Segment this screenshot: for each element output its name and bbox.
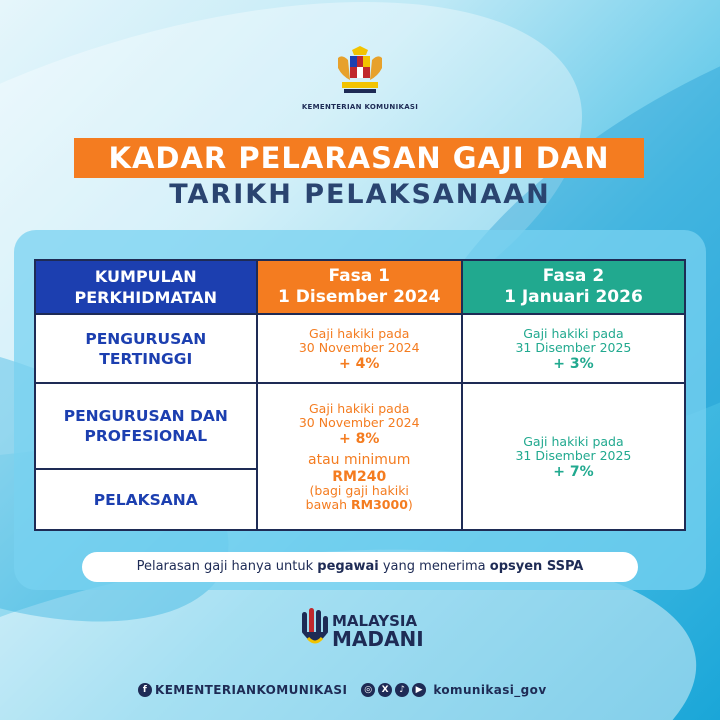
group-line: PELAKSANA [93, 490, 198, 509]
madani-hand-icon [300, 606, 330, 652]
group-line: PROFESIONAL [84, 427, 208, 445]
header-group-line: PERKHIDMATAN [74, 288, 218, 307]
table-row [35, 314, 685, 383]
minimum-amount: RM240 [332, 468, 387, 485]
table-row [35, 383, 685, 469]
note-text: Pelarasan gaji hanya untuk [136, 559, 318, 574]
note-text: yang menerima [378, 559, 490, 574]
group-line: TERTINGGI [99, 349, 193, 368]
social-footer [138, 680, 547, 700]
cell-text: ) [407, 496, 413, 512]
coat-of-arms-icon [330, 46, 390, 96]
ministry-name: KEMENTERIAN KOMUNIKASI [301, 103, 419, 111]
table-header-row [35, 260, 685, 314]
group-pelaksana [35, 469, 257, 530]
header-group [35, 260, 257, 314]
percent-value: + 8% [339, 430, 380, 447]
percent-value: + 7% [553, 463, 594, 480]
cell-line: Gaji hakiki pada [309, 325, 410, 341]
cell-line: Gaji hakiki pada [523, 433, 624, 449]
fasa-1-cell [257, 314, 462, 383]
cell-line: 31 Disember 2025 [515, 447, 632, 463]
title-line-1: KADAR PELARASAN GAJI DAN [74, 138, 644, 178]
cell-text: bawah [305, 496, 348, 512]
title-line-2: TARIKH PELAKSANAAN [169, 179, 551, 210]
percent-value: + 3% [553, 355, 594, 372]
header-fasa-2-line: Fasa 2 [542, 266, 605, 286]
tiktok-icon[interactable]: ♪ [395, 683, 409, 697]
header-fasa-1-line: Fasa 1 [328, 266, 390, 286]
cell-line: (bagi gaji hakiki [309, 482, 409, 498]
social-handle[interactable]: komunikasi_gov [433, 683, 547, 697]
note-bold: pegawai [317, 559, 379, 574]
header-fasa-1-line: 1 Disember 2024 [278, 287, 441, 307]
youtube-icon[interactable]: ▶ [412, 683, 426, 697]
header-fasa-2 [462, 260, 685, 314]
cell-line: 30 November 2024 [298, 414, 420, 430]
group-pengurusan-dan-profesional [35, 383, 257, 469]
group-line: PENGURUSAN [85, 329, 207, 348]
cell-line: atau minimum [308, 451, 411, 468]
header-fasa-2-line: 1 Januari 2026 [504, 287, 643, 307]
group-line: PENGURUSAN DAN [63, 407, 228, 425]
group-pengurusan-tertinggi [35, 314, 257, 383]
fasa-2-merged-cell [462, 383, 685, 530]
fasa-2-cell [462, 314, 685, 383]
note-banner [82, 552, 638, 582]
fasa-1-merged-cell [257, 383, 462, 530]
facebook-handle[interactable]: KEMENTERIANKOMUNIKASI [155, 683, 348, 697]
salary-table [34, 259, 686, 531]
note-bold: opsyen SSPA [489, 559, 584, 574]
cell-line: 31 Disember 2025 [515, 339, 632, 355]
logo-line-2: MADANI [332, 627, 424, 651]
cell-line: Gaji hakiki pada [523, 325, 624, 341]
cell-line: 30 November 2024 [298, 339, 420, 355]
percent-value: + 4% [339, 355, 380, 372]
facebook-icon[interactable]: f [138, 683, 152, 697]
threshold-amount: RM3000 [351, 496, 408, 512]
instagram-icon[interactable]: ◎ [361, 683, 375, 697]
logo-line-1: MALAYSIA [332, 612, 418, 630]
header-group-line: KUMPULAN [94, 267, 197, 286]
x-icon[interactable]: X [378, 683, 392, 697]
header-fasa-1 [257, 260, 462, 314]
malaysia-madani-logo [332, 612, 424, 651]
cell-line: Gaji hakiki pada [309, 400, 410, 416]
cell-line [258, 498, 461, 512]
